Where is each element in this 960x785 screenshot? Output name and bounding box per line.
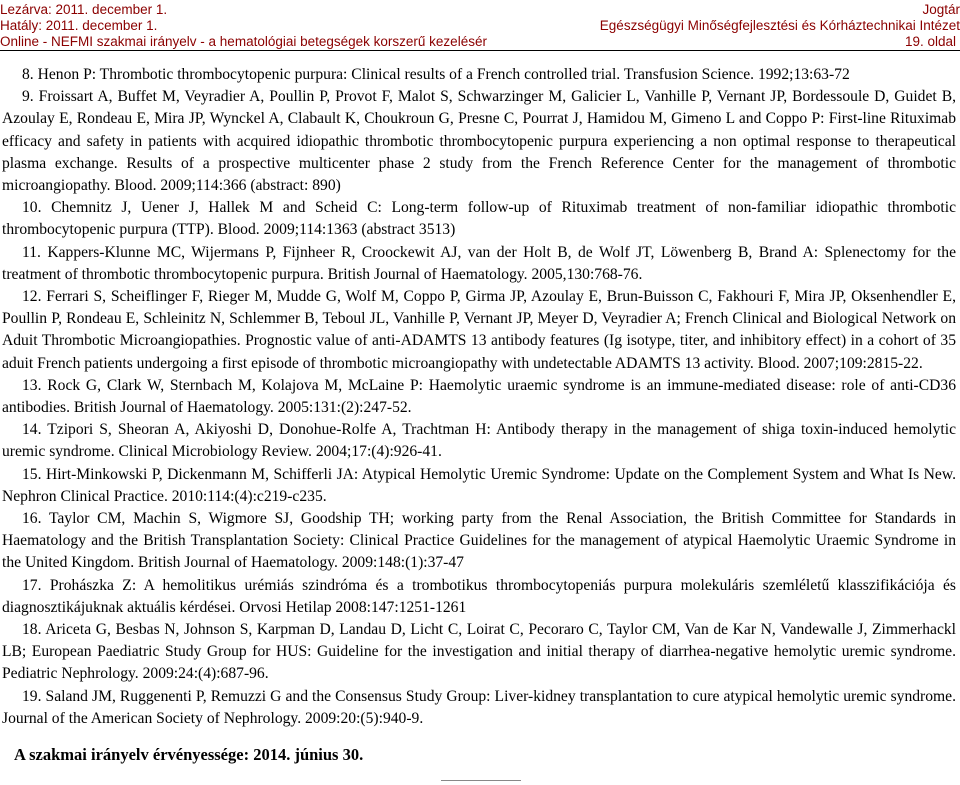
header-row-3 [0, 34, 960, 50]
institute-name: Egészségügyi Minőségfejlesztési és Kórháztechnikai Intézet [599, 18, 960, 33]
closing-date: Lezárva: 2011. december 1. [0, 2, 168, 17]
reference-list [2, 64, 956, 730]
reference-item: 14. Tzipori S, Sheoran A, Akiyoshi D, Donohue-Rolfe A, Trachtman H: Antibody therapy in the management of shiga toxin-induced hemolytic uremic syndrome. Clinical Microbiology Review. 2004;17:(4):926-41. [2, 421, 956, 461]
footer-divider [441, 780, 521, 781]
reference-item: 13. Rock G, Clark W, Sternbach M, Kolajova M, McLaine P: Haemolytic uraemic syndrome is an immune-mediated disease: role of anti-CD36 antibodies. British Journal of Haematology. 2005:131:(2):247-52. [2, 376, 956, 417]
reference-item: 9. Froissart A, Buffet M, Veyradier A, Poullin P, Provot F, Malot S, Schwarzinger M, Galicier L, Vanhille P, Vernant JP, Bordessoule D, Guidet B, Azoulay E, Rondeau E, Mira JP, Wynckel A, Clabault K, Choukroun G, Presne C, Pourrat J, Hamidou M, Gimeno L and Coppo P: First-line Rituximab efficacy and safety in patients with acquired idiopathic thrombotic thrombocytopenic purpura experiencing a non optimal response to therapeutical plasma exchange. Results of a prospective multicenter phase 2 study from the French Reference Center for the management of thrombotic microangiopathy. Blood. 2009;114:366 (abstract: 890) [2, 88, 956, 195]
reference-item: 18. Ariceta G, Besbas N, Johnson S, Karpman D, Landau D, Licht C, Loirat C, Pecoraro C, Taylor CM, Van de Kar N, Vandewalle J, Zimmerhackl LB; European Paediatric Study Group for HUS: Guideline for the investigation and initial therapy of diarrhea-negative hemolytic uremic syndrome. Pediatric Nephrology. 2009:24:(4):687-96. [2, 621, 956, 683]
header-row-1 [0, 2, 960, 18]
reference-item: 12. Ferrari S, Scheiflinger F, Rieger M, Mudde G, Wolf M, Coppo P, Girma JP, Azoulay E, Brun-Buisson C, Fakhouri F, Mira JP, Oksenhendler E, Poullin P, Rondeau E, Schleinitz N, Schlemmer B, Teboul JL, Vanhille P, Vernant JP, Meyer D, Veyradier A; French Clinical and Biological Network on Aduit Thrombotic Microangiopathies. Prognostic value of anti-ADAMTS 13 antibody features (Ig isotype, titer, and inhibitory effect) in a cohort of 35 aduit French patients undergoing a first episode of thrombotic microangiopathy with undetectable ADAMTS 13 activity. Blood. 2007;109:2815-22. [2, 288, 956, 372]
effective-date: Hatály: 2011. december 1. [0, 18, 158, 33]
header-divider [0, 50, 960, 51]
page-number: 19. oldal [904, 34, 956, 49]
reference-item: 10. Chemnitz J, Uener J, Hallek M and Scheid C: Long-term follow-up of Rituximab treatment of non-familiar idiopathic thrombotic thrombocytopenic purpura (TTP). Blood. 2009;114:1363 (abstract 3513) [2, 199, 956, 239]
reference-item: 8. Henon P: Thrombotic thrombocytopenic purpura: Clinical results of a French controlled trial. Transfusion Science. 1992;13:63-72 [22, 66, 850, 83]
header-row-2 [0, 18, 960, 34]
reference-item: 11. Kappers-Klunne MC, Wijermans P, Fijnheer R, Croockewit AJ, van der Holt B, de Wolf JT, Löwenberg B, Brand A: Splenectomy for the treatment of thrombotic thrombocytopenic purpura. British Journal of Haematology. 2005,130:768-76. [2, 243, 956, 283]
validity-statement: A szakmai irányelv érvényessége: 2014. június 30. [14, 745, 364, 764]
reference-item: 15. Hirt-Minkowski P, Dickenmann M, Schifferli JA: Atypical Hemolytic Uremic Syndrome: Update on the Complement System and What Is New. Nephron Clinical Practice. 2010:114:(4):c219-c235. [2, 465, 956, 505]
reference-item: 16. Taylor CM, Machin S, Wigmore SJ, Goodship TH; working party from the Renal Association, the British Committee for Standards in Haematology and the British Transplantation Society: Clinical Practice Guidelines for the management of atypical Haemolytic Uraemic Syndrome in the United Kingdom. British Journal of Haematology. 2009:148:(1):37-47 [2, 510, 956, 572]
reference-item: 19. Saland JM, Ruggenenti P, Remuzzi G and the Consensus Study Group: Liver-kidney transplantation to cure atypical hemolytic uremic syndrome. Journal of the American Society of Nephrology. 2009:20:(5):940-9. [2, 687, 956, 727]
jogtar-label: Jogtár [922, 2, 960, 17]
document-title: Online - NEFMI szakmai irányelv - a hematológiai betegségek korszerű kezelésér [0, 34, 487, 49]
reference-item: 17. Prohászka Z: A hemolitikus urémiás szindróma és a trombotikus thrombocytopeniás purpura molekuláris szemléletű klasszifikációja és diagnosztikájuknak aktuális kérdései. Orvosi Hetilap 2008:147:1251-1261 [2, 576, 956, 616]
